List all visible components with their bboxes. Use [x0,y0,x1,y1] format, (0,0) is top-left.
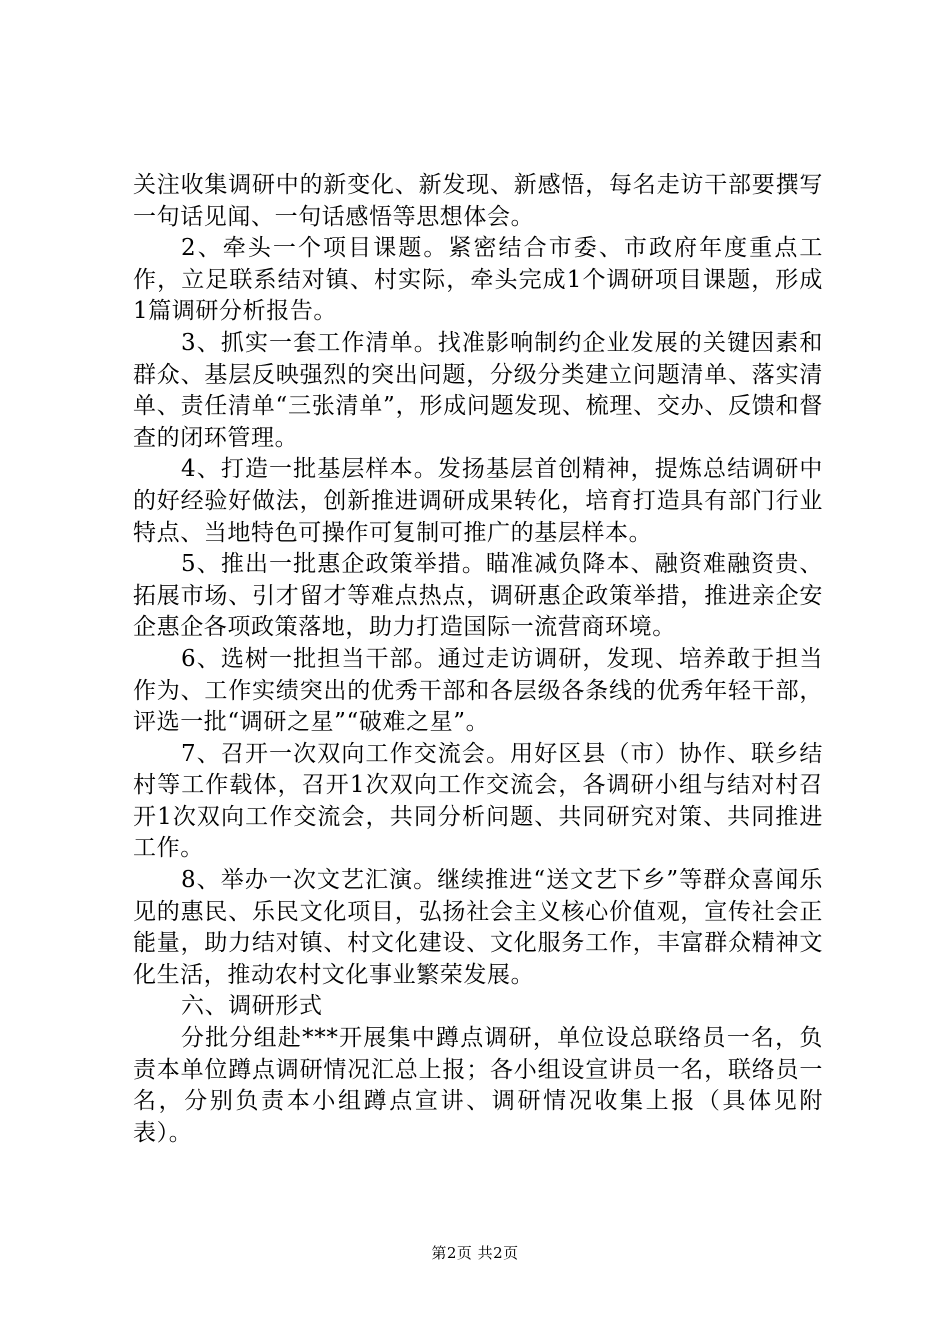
paragraph-item-5: 5、推出一批惠企政策举措。瞄准减负降本、融资难融资贵、拓展市场、引才留才等难点热点，调研惠企政策举措，推进亲企安企惠企各项政策落地，助力打造国际一流营商环境。 [133,551,823,641]
paragraph-continuation: 关注收集调研中的新变化、新发现、新感悟，每名走访干部要撰写一句话见闻、一句话感悟等思想体会。 [133,172,823,230]
paragraph-item-4: 4、打造一批基层样本。发扬基层首创精神，提炼总结调研中的好经验好做法，创新推进调研成果转化，培育打造具有部门行业特点、当地特色可操作可复制可推广的基层样本。 [133,456,823,546]
paragraph-survey-form: 分批分组赴***开展集中蹲点调研，单位设总联络员一名，负责本单位蹲点调研情况汇总上报；各小组设宣讲员一名，联络员一名，分别负责本小组蹲点宣讲、调研情况收集上报（具体见附表）。 [133,1025,823,1146]
paragraph-item-2: 2、牵头一个项目课题。紧密结合市委、市政府年度重点工作，立足联系结对镇、村实际，牵头完成1个调研项目课题，形成1篇调研分析报告。 [133,235,823,325]
document-body [133,170,823,1149]
paragraph-item-8: 8、举办一次文艺汇演。继续推进“送文艺下乡”等群众喜闻乐见的惠民、乐民文化项目，弘扬社会主义核心价值观，宣传社会正能量，助力结对镇、村文化建设、文化服务工作，丰富群众精神文化生活，推动农村文化事业繁荣发展。 [133,867,823,988]
paragraph-item-6: 6、选树一批担当干部。通过走访调研，发现、培养敢于担当作为、工作实绩突出的优秀干部和各层级各条线的优秀年轻干部，评选一批“调研之星”“破难之星”。 [133,645,823,736]
page-footer: 第2页 共2页 [431,1244,519,1262]
paragraph-item-3: 3、抓实一套工作清单。找准影响制约企业发展的关键因素和群众、基层反映强烈的突出问题，分级分类建立问题清单、落实清单、责任清单“三张清单”，形成问题发现、梳理、交办、反馈和督查的闭环管理。 [133,329,823,451]
section-heading: 六、调研形式 [181,993,323,1020]
paragraph-item-7: 7、召开一次双向工作交流会。用好区县（市）协作、联乡结村等工作载体，召开1次双向工作交流会，各调研小组与结对村召开1次双向工作交流会，共同分析问题、共同研究对策、共同推进工作。 [133,740,823,862]
